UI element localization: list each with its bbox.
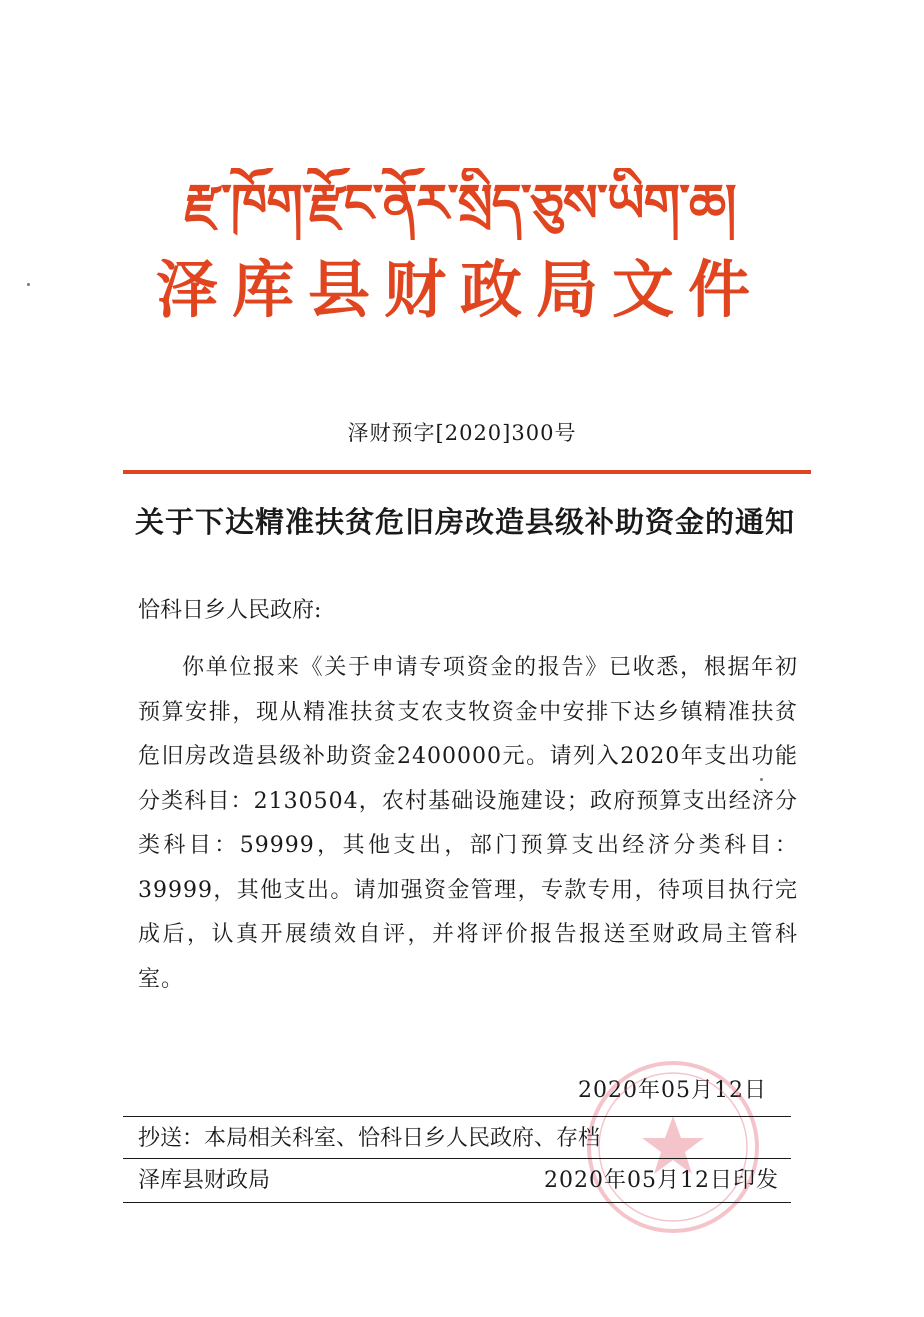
addressee: 恰科日乡人民政府: <box>138 598 322 623</box>
scan-speck <box>27 283 30 286</box>
issuing-office: 泽库县财政局 <box>138 1168 271 1193</box>
document-number: 泽财预字[2020]300号 <box>347 421 577 445</box>
scan-speck <box>760 778 763 781</box>
tibetan-header-title: རྫ་ཁོག་རྫོང་ནོར་སྲིད་ཅུས་ཡིག་ཆ། <box>184 174 736 234</box>
footer-middle-rule <box>123 1158 791 1159</box>
chinese-header-title: 泽库县财政局文件 <box>155 253 764 326</box>
cc-recipients: 抄送：本局相关科室、恰科日乡人民政府、存档 <box>138 1126 601 1151</box>
print-date: 2020年05月12日印发 <box>544 1168 779 1193</box>
document-title: 关于下达精准扶贫危旧房改造县级补助资金的通知 <box>134 505 795 539</box>
body-paragraph: 你单位报来《关于申请专项资金的报告》已收悉，根据年初预算安排，现从精准扶贫支农支牧资金中安排下达乡镇精准扶贫危旧房改造县级补助资金2400000元。请列入2020年支出功能分类科目：2130504，农村基础设施建设；政府预算支出经济分类科目：59999，其他支出，部门预算支出经济分类科目：39999，其他支出。请加强资金管理，专款专用，待项目执行完成后，认真开展绩效自评，并将评价报告报送至财政局主管科室。 <box>138 655 798 992</box>
signature-date: 2020年05月12日 <box>578 1078 767 1103</box>
footer-top-rule <box>123 1116 791 1117</box>
footer-bottom-rule <box>123 1202 791 1203</box>
red-divider-line <box>123 470 811 474</box>
